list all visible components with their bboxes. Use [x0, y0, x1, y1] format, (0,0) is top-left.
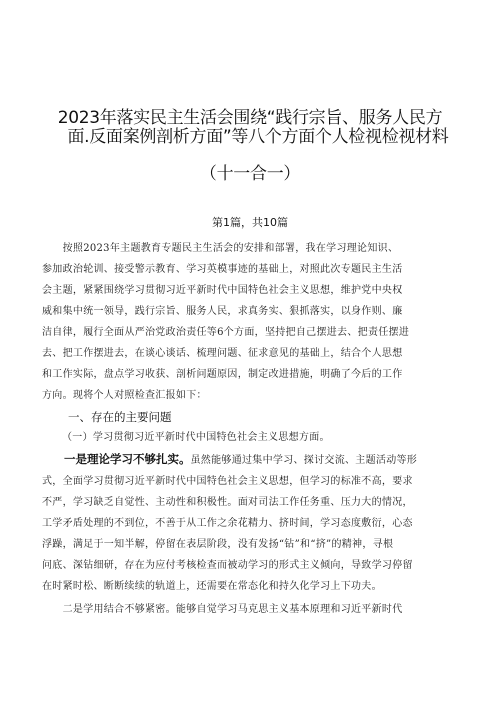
- point1-line: 问底、深钻细研，存在为应付考核检查而被动学习的形式主义倾向，导致学习停留: [42, 560, 413, 571]
- point1-line: 工学矛盾处理的不到位，不善于从工作之余花精力、挤时间，学习态度敷衍，心态: [42, 518, 413, 529]
- point1-line: 式，全面学习贯彻习近平新时代中国特色社会主义思想，但学习的标准不高，要求: [42, 476, 413, 487]
- point1-line: 不严，学习缺乏自觉性、主动性和积极性。面对司法工作任务重、压力大的情况，: [42, 497, 413, 508]
- intro-line: 方向。现将个人对照检查汇报如下：: [42, 390, 207, 401]
- document-title-line-2: 面.反面案例剖析方面”等八个方面个人检视检视材料: [67, 127, 449, 147]
- intro-line: 按照2023年主题教育专题民主生活会的安排和部署，我在学习理论知识、: [42, 243, 399, 254]
- intro-line: 威和集中统一领导，践行宗旨、服务人民，求真务实、狠抓落实，以身作则、廉: [42, 306, 403, 317]
- intro-line: 和工作实际，盘点学习收获、剖析问题原因，制定改进措施，明确了今后的工作: [42, 369, 403, 380]
- point1-first-line: [42, 453, 462, 467]
- point2-line: 二是学用结合不够紧密。能够自觉学习马克思主义基本原理和习近平新时代: [42, 604, 403, 615]
- document-subtitle: 第1篇，共10篇: [212, 216, 288, 229]
- point1-line: 在时紧时松、断断续续的轨道上，还需要在常态化和持久化学习上下功夫。: [42, 581, 382, 592]
- section-heading: 一、存在的主要问题: [68, 410, 172, 424]
- intro-line: 洁自律，履行全面从严治党政治责任等6个方面，坚持把自己摆进去、把责任摆进: [42, 327, 410, 338]
- intro-line: 会主题，紧紧围绕学习贯彻习近平新时代中国特色社会主义思想，维护党中央权: [42, 285, 403, 296]
- sub-heading: （一）学习贯彻习近平新时代中国特色社会主义思想方面。: [62, 432, 330, 443]
- document-title-line-1: 2023年落实民主生活会围绕“践行宗旨、服务人民方: [57, 108, 443, 128]
- document-title-line-3: （十一合一）: [199, 164, 301, 184]
- intro-line: 参加政治轮训、接受警示教育、学习英模事迹的基础上，对照此次专题民主生活: [42, 264, 403, 275]
- point1-line: 浮躁，满足于一知半解，停留在表层阶段，没有发扬“钻”和“挤”的精神，寻根: [42, 539, 394, 550]
- point1-lead: 一是理论学习不够扎实。: [64, 452, 191, 466]
- point1-first-line-rest: 虽然能够通过集中学习、探讨交流、主题活动等形: [190, 455, 418, 466]
- intro-line: 去、把工作摆进去，在谈心谈话、梳理问题、征求意见的基础上，结合个人思想: [42, 348, 403, 359]
